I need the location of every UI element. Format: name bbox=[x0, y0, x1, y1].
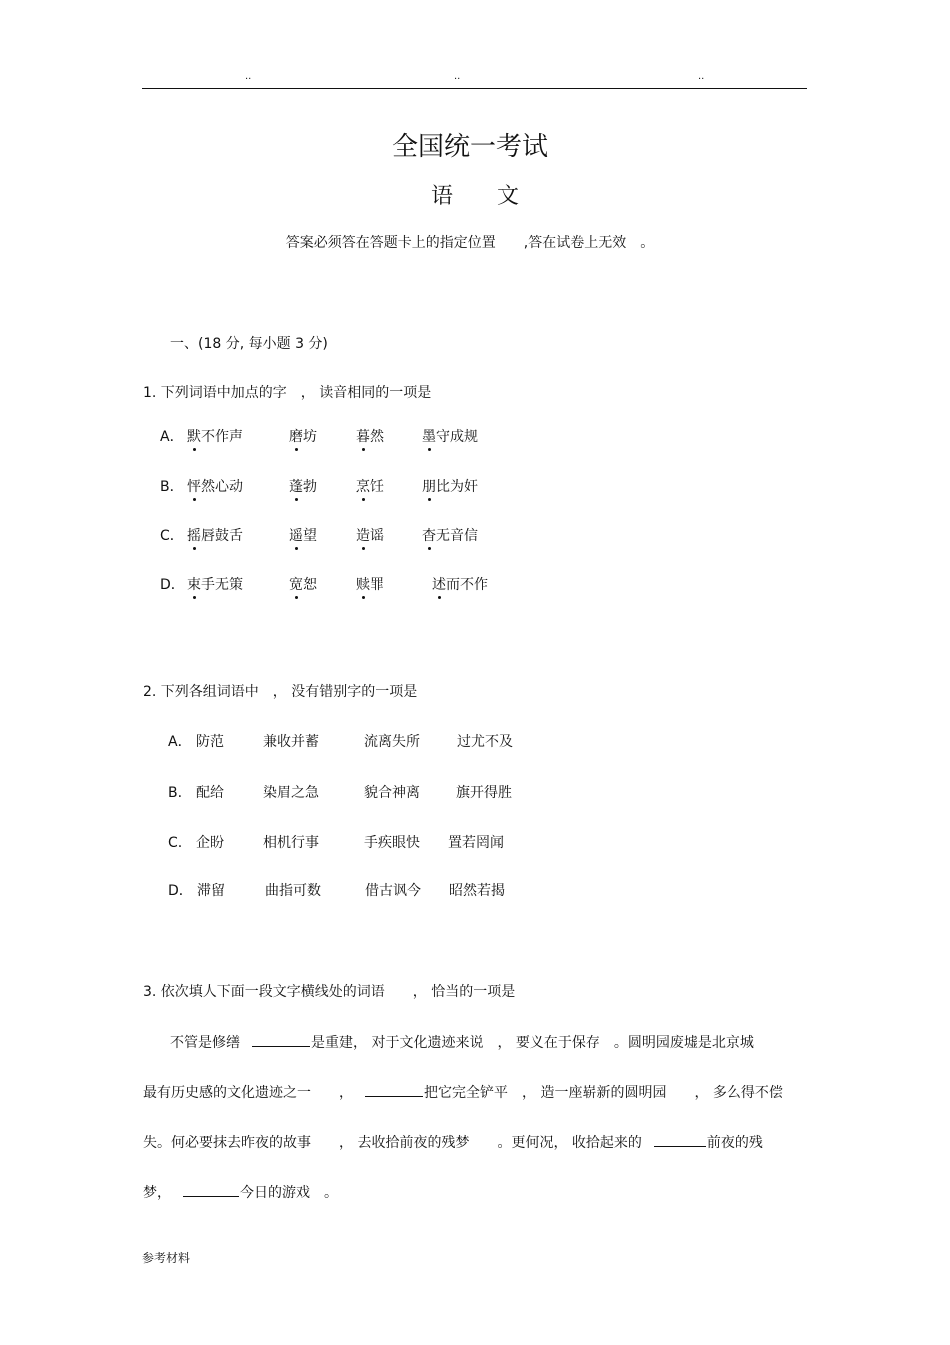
dotted-char: 述 bbox=[432, 577, 446, 593]
section-heading: 一、(18 分, 每小题 3 分) bbox=[170, 336, 328, 352]
option-word: 墨守成规 bbox=[422, 429, 478, 445]
passage-line-2: 最有历史感的文化遗迹之一 ， 把它完全铲平 ， 造一座崭新的圆明园 ， 多么得不偿 bbox=[143, 1082, 783, 1103]
option-label: B． bbox=[160, 479, 184, 495]
option-word: 束手无策 bbox=[187, 577, 243, 593]
option-word: 置若罔闻 bbox=[448, 835, 504, 851]
dotted-char: 烹 bbox=[356, 479, 370, 495]
option-word: 烹饪 bbox=[356, 479, 384, 495]
option-label: A． bbox=[168, 734, 192, 750]
option-word: 貌合神离 bbox=[364, 785, 420, 801]
dotted-char: 墨 bbox=[422, 429, 436, 445]
option-word: 借古讽今 bbox=[365, 883, 421, 899]
option-word: 蓬勃 bbox=[289, 479, 317, 495]
dotted-char: 暮 bbox=[356, 429, 370, 445]
option-word: 默不作声 bbox=[187, 429, 243, 445]
fill-blank[interactable] bbox=[365, 1082, 423, 1097]
option-label: B. bbox=[168, 785, 183, 801]
option-word: 手疾眼快 bbox=[364, 835, 420, 851]
dotted-char: 遥 bbox=[289, 528, 303, 544]
option-word: 滞留 bbox=[197, 883, 225, 899]
option-word: 摇唇鼓舌 bbox=[187, 528, 243, 544]
option-word: 企盼 bbox=[196, 835, 224, 851]
option-word: 赎罪 bbox=[356, 577, 384, 593]
option-word: 配给 bbox=[196, 785, 224, 801]
exam-subject: 语 文 bbox=[430, 184, 519, 209]
fill-blank[interactable] bbox=[654, 1132, 706, 1147]
dotted-char: 杳 bbox=[422, 528, 436, 544]
question-3-stem: 3. 依次填人下面一段文字横线处的词语 ， 恰当的一项是 bbox=[143, 984, 516, 1000]
option-word: 述而不作 bbox=[432, 577, 488, 593]
footer-note: 参考材料 bbox=[142, 1251, 191, 1265]
option-word: 流离失所 bbox=[364, 734, 420, 750]
passage-line-3: 失。何必要抹去昨夜的故事 ， 去收拾前夜的残梦 。更何况， 收拾起来的 前夜的残 bbox=[143, 1132, 763, 1153]
fill-blank[interactable] bbox=[252, 1032, 310, 1047]
option-word: 磨坊 bbox=[289, 429, 317, 445]
option-word: 旗开得胜 bbox=[456, 785, 512, 801]
option-label: D． bbox=[160, 577, 185, 593]
header-dots-left: .. bbox=[245, 71, 252, 82]
dotted-char: 摇 bbox=[187, 528, 201, 544]
dotted-char: 默 bbox=[187, 429, 201, 445]
option-word: 昭然若揭 bbox=[449, 883, 505, 899]
dotted-char: 宽 bbox=[289, 577, 303, 593]
option-word: 朋比为奸 bbox=[422, 479, 478, 495]
dotted-char: 蓬 bbox=[289, 479, 303, 495]
question-2-stem: 2. 下列各组词语中 ， 没有错别字的一项是 bbox=[143, 684, 418, 700]
dotted-char: 磨 bbox=[289, 429, 303, 445]
option-word: 曲指可数 bbox=[265, 883, 321, 899]
option-word: 染眉之急 bbox=[263, 785, 319, 801]
option-label: C. bbox=[168, 835, 183, 851]
exam-notice: 答案必须答在答题卡上的指定位置 ,答在试卷上无效 。 bbox=[285, 235, 655, 251]
option-word: 兼收并蓄 bbox=[263, 734, 319, 750]
fill-blank[interactable] bbox=[183, 1182, 239, 1197]
option-label: D． bbox=[168, 883, 193, 899]
option-word: 相机行事 bbox=[263, 835, 319, 851]
passage-line-4: 梦， 今日的游戏 。 bbox=[143, 1182, 338, 1203]
header-dots-center: .. bbox=[454, 71, 461, 82]
exam-title: 全国统一考试 bbox=[391, 132, 548, 162]
option-word: 暮然 bbox=[356, 429, 384, 445]
dotted-char: 造 bbox=[356, 528, 370, 544]
option-label: C． bbox=[160, 528, 184, 544]
option-word: 过尤不及 bbox=[457, 734, 513, 750]
header-rule bbox=[142, 88, 807, 89]
option-word: 防范 bbox=[196, 734, 224, 750]
option-word: 怦然心动 bbox=[187, 479, 243, 495]
dotted-char: 怦 bbox=[187, 479, 201, 495]
option-word: 杳无音信 bbox=[422, 528, 478, 544]
option-word: 宽恕 bbox=[289, 577, 317, 593]
option-label: A． bbox=[160, 429, 184, 445]
question-1-stem: 1. 下列词语中加点的字 ， 读音相同的一项是 bbox=[143, 385, 432, 401]
option-word: 遥望 bbox=[289, 528, 317, 544]
dotted-char: 赎 bbox=[356, 577, 370, 593]
dotted-char: 束 bbox=[187, 577, 201, 593]
option-word: 造谣 bbox=[356, 528, 384, 544]
passage-line-1: 不管是修缮 是重建， 对于文化遗迹来说 ， 要义在于保存 。圆明园废墟是北京城 bbox=[170, 1032, 754, 1053]
header-dots-right: .. bbox=[698, 71, 705, 82]
dotted-char: 朋 bbox=[422, 479, 436, 495]
